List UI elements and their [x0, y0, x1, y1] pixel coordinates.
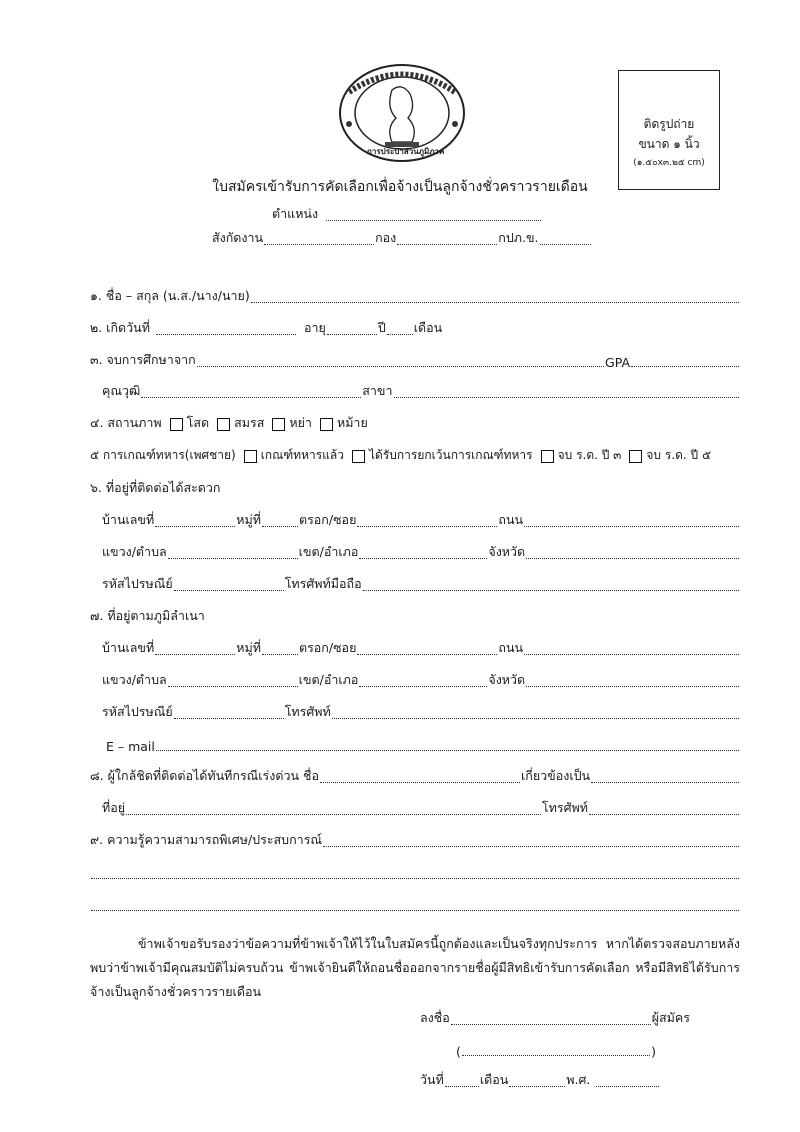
applicant-label: ผู้สมัคร [651, 1010, 690, 1025]
q7-email-row [106, 736, 740, 754]
division-field[interactable] [397, 232, 497, 245]
q6-house-no-field[interactable] [155, 514, 235, 527]
q6-address-row1 [102, 512, 740, 530]
skills-field-line2[interactable] [91, 866, 739, 879]
open-paren: ( [456, 1044, 461, 1059]
q2-row [90, 320, 470, 338]
q6-postcode-label: รหัสไปรษณีย์ [102, 576, 173, 591]
q7-address-row1 [102, 640, 740, 658]
military-done-label: เกณฑ์ทหารแล้ว [260, 448, 345, 462]
age-months-field[interactable] [387, 322, 413, 335]
major-label: สาขา [362, 383, 393, 398]
q7-address-row2 [102, 672, 740, 690]
q6-road-field[interactable] [524, 514, 739, 527]
sign-label: ลงชื่อ [420, 1010, 450, 1025]
status-divorced-label: หย่า [289, 415, 312, 430]
q4-label: ๔. สถานภาพ [90, 415, 162, 430]
q6-mobile-field[interactable] [363, 578, 739, 591]
region-label: กปภ.ข. [498, 230, 539, 245]
close-paren: ) [651, 1044, 656, 1059]
skills-field-line1[interactable] [323, 834, 739, 847]
status-divorced-checkbox[interactable] [272, 418, 285, 431]
q7-soi-label: ตรอก/ซอย [298, 640, 357, 655]
position-label: ตำแหน่ง [272, 206, 319, 221]
institution-field[interactable] [197, 354, 604, 367]
emergency-name-field[interactable] [320, 770, 520, 783]
affiliation-label: สังกัดงาน [212, 230, 264, 245]
q6-address-row2 [102, 544, 740, 562]
q3-row [90, 352, 740, 370]
q8-row1 [90, 768, 740, 786]
logo-caption: การประปาส่วนภูมิภาค [367, 147, 445, 156]
degree-label: คุณวุฒิ [102, 383, 141, 398]
q7-email-label: E – mail [106, 739, 155, 754]
q7-phone-field[interactable] [332, 706, 739, 719]
q6-road-label: ถนน [498, 512, 524, 527]
q8-label: ๘. ผู้ใกล้ชิดที่ติดต่อได้ทันทีกรณีเร่งด่วน ชื่อ [90, 768, 319, 783]
q1-row [90, 288, 740, 306]
organization-seal-logo [337, 62, 467, 164]
day-field[interactable] [445, 1074, 479, 1087]
photo-box-line3: (๑.๕๐x๓.๒๕ cm) [633, 158, 705, 168]
signature-field[interactable] [451, 1012, 651, 1025]
q7-district-label: เขต/อำเภอ [298, 672, 359, 687]
q6-district-label: เขต/อำเภอ [298, 544, 359, 559]
position-row [272, 206, 542, 224]
q9-label: ๙. ความรู้ความสามารถพิเศษ/ประสบการณ์ [90, 832, 323, 847]
q6-province-field[interactable] [526, 546, 739, 559]
q7-house-no-label: บ้านเลขที่ [102, 640, 155, 655]
form-title: ใบสมัครเข้ารับการคัดเลือกเพื่อจ้างเป็นลูกจ้างชั่วคราวรายเดือน [212, 179, 588, 195]
q2-label: ๒. เกิดวันที่ [90, 320, 150, 335]
q6-postcode-field[interactable] [174, 578, 284, 591]
age-label: อายุ [303, 320, 326, 335]
division-label: กอง [375, 230, 397, 245]
q8-address-label: ที่อยู่ [102, 800, 126, 815]
q7-label: ๗. ที่อยู่ตามภูมิลำเนา [90, 608, 205, 623]
q6-moo-label: หมู่ที่ [236, 512, 261, 527]
q6-subdistrict-label: แขวง/ตำบล [102, 544, 167, 559]
photo-box-line1: ติดรูปถ่าย [643, 117, 695, 131]
affiliation-row [212, 230, 592, 248]
skills-field-line3[interactable] [91, 898, 739, 911]
status-married-label: สมรส [234, 415, 265, 430]
signature-row [420, 1010, 690, 1028]
q6-heading [90, 480, 221, 498]
q6-subdistrict-field[interactable] [168, 546, 298, 559]
rotc-year3-label: จบ ร.ด. ปี ๓ [557, 448, 622, 462]
affiliation-field[interactable] [264, 232, 374, 245]
q3-label: ๓. จบการศึกษาจาก [90, 352, 196, 367]
q9-line2 [90, 864, 740, 882]
fullname-field[interactable] [251, 290, 739, 303]
printed-name-field[interactable] [462, 1043, 650, 1056]
degree-field[interactable] [141, 385, 361, 398]
military-done-checkbox[interactable] [244, 450, 257, 463]
q9-line3 [90, 896, 740, 914]
emergency-relation-field[interactable] [591, 770, 739, 783]
rotc-year5-label: จบ ร.ด. ปี ๕ [646, 448, 712, 462]
q7-address-row3 [102, 704, 740, 722]
q7-phone-label: โทรศัพท์ [284, 704, 331, 719]
month-label-sig: เดือน [479, 1072, 509, 1087]
q6-label: ๖. ที่อยู่ที่ติดต่อได้สะดวก [90, 480, 221, 495]
q6-soi-label: ตรอก/ซอย [298, 512, 357, 527]
q7-subdistrict-field[interactable] [168, 674, 298, 687]
q7-road-field[interactable] [524, 642, 739, 655]
q8-phone-label: โทรศัพท์ [541, 800, 588, 815]
q4-row [90, 415, 368, 433]
q7-postcode-label: รหัสไปรษณีย์ [102, 704, 173, 719]
degree-row [102, 383, 740, 401]
declaration-paragraph [90, 932, 740, 1004]
q7-road-label: ถนน [498, 640, 524, 655]
region-field[interactable] [540, 232, 591, 245]
month-label: เดือน [413, 320, 443, 335]
birthdate-field[interactable] [156, 322, 296, 335]
position-field[interactable] [326, 208, 541, 221]
q7-postcode-field[interactable] [174, 706, 284, 719]
declaration-text: ข้าพเจ้าขอรับรองว่าข้อความที่ข้าพเจ้าให้ไว้ในใบสมัครนี้ถูกต้องและเป็นจริงทุกประการ หากได้ตรวจสอบภายหลังพบว่าข้าพเจ้ามีคุณสมบัติไม่ครบถ้วน ข้าพเจ้ายินดีให้ถอนชื่อออกจากรายชื่อผู้มีสิทธิเข้ารับการคัดเลือก หรือมีสิทธิได้รับการจ้างเป็นลูกจ้างชั่วคราวรายเดือน [90, 936, 740, 999]
q5-label: ๕ การเกณฑ์ทหาร(เพศชาย) [90, 448, 236, 462]
rotc-year5-checkbox[interactable] [629, 450, 642, 463]
q5-row [90, 447, 711, 465]
q7-moo-label: หมู่ที่ [236, 640, 261, 655]
gpa-field[interactable] [631, 354, 739, 367]
q6-address-row3 [102, 576, 740, 594]
q7-moo-field[interactable] [262, 642, 298, 655]
military-exempt-checkbox[interactable] [352, 450, 365, 463]
rotc-year3-checkbox[interactable] [541, 450, 554, 463]
military-exempt-label: ได้รับการยกเว้นการเกณฑ์ทหาร [369, 448, 533, 462]
emergency-phone-field[interactable] [589, 802, 739, 815]
date-row [420, 1072, 660, 1090]
photo-box-line2: ขนาด ๑ นิ้ว [638, 137, 700, 151]
year-label-sig: พ.ศ. [566, 1072, 591, 1087]
q7-subdistrict-label: แขวง/ตำบล [102, 672, 167, 687]
printed-name-row [456, 1041, 656, 1059]
q6-moo-field[interactable] [262, 514, 298, 527]
photo-placeholder-box [618, 70, 720, 190]
q7-province-field[interactable] [526, 674, 739, 687]
q7-email-field[interactable] [156, 738, 739, 751]
gpa-label: GPA [605, 355, 630, 370]
emergency-address-field[interactable] [126, 802, 541, 815]
year-field[interactable] [596, 1074, 659, 1087]
status-widowed-label: หม้าย [336, 415, 368, 430]
q6-house-no-label: บ้านเลขที่ [102, 512, 155, 527]
q8-relation-label: เกี่ยวข้องเป็น [521, 768, 591, 783]
day-label: วันที่ [420, 1072, 444, 1087]
age-years-field[interactable] [327, 322, 377, 335]
month-field[interactable] [509, 1074, 565, 1087]
status-single-label: โสด [186, 415, 210, 430]
q6-mobile-label: โทรศัพท์มือถือ [284, 576, 362, 591]
major-field[interactable] [394, 385, 740, 398]
q7-soi-field[interactable] [357, 642, 497, 655]
q7-province-label: จังหวัด [488, 672, 526, 687]
q6-district-field[interactable] [359, 546, 487, 559]
q6-soi-field[interactable] [357, 514, 497, 527]
q6-province-label: จังหวัด [488, 544, 526, 559]
q1-label: ๑. ชื่อ – สกุล (น.ส./นาง/นาย) [90, 288, 250, 303]
status-widowed-checkbox[interactable] [320, 418, 333, 431]
q9-row [90, 832, 740, 850]
q7-heading [90, 608, 205, 626]
status-married-checkbox[interactable] [217, 418, 230, 431]
status-single-checkbox[interactable] [170, 418, 183, 431]
q7-district-field[interactable] [359, 674, 487, 687]
year-label: ปี [377, 320, 386, 335]
q8-row2 [102, 800, 740, 818]
q7-house-no-field[interactable] [155, 642, 235, 655]
